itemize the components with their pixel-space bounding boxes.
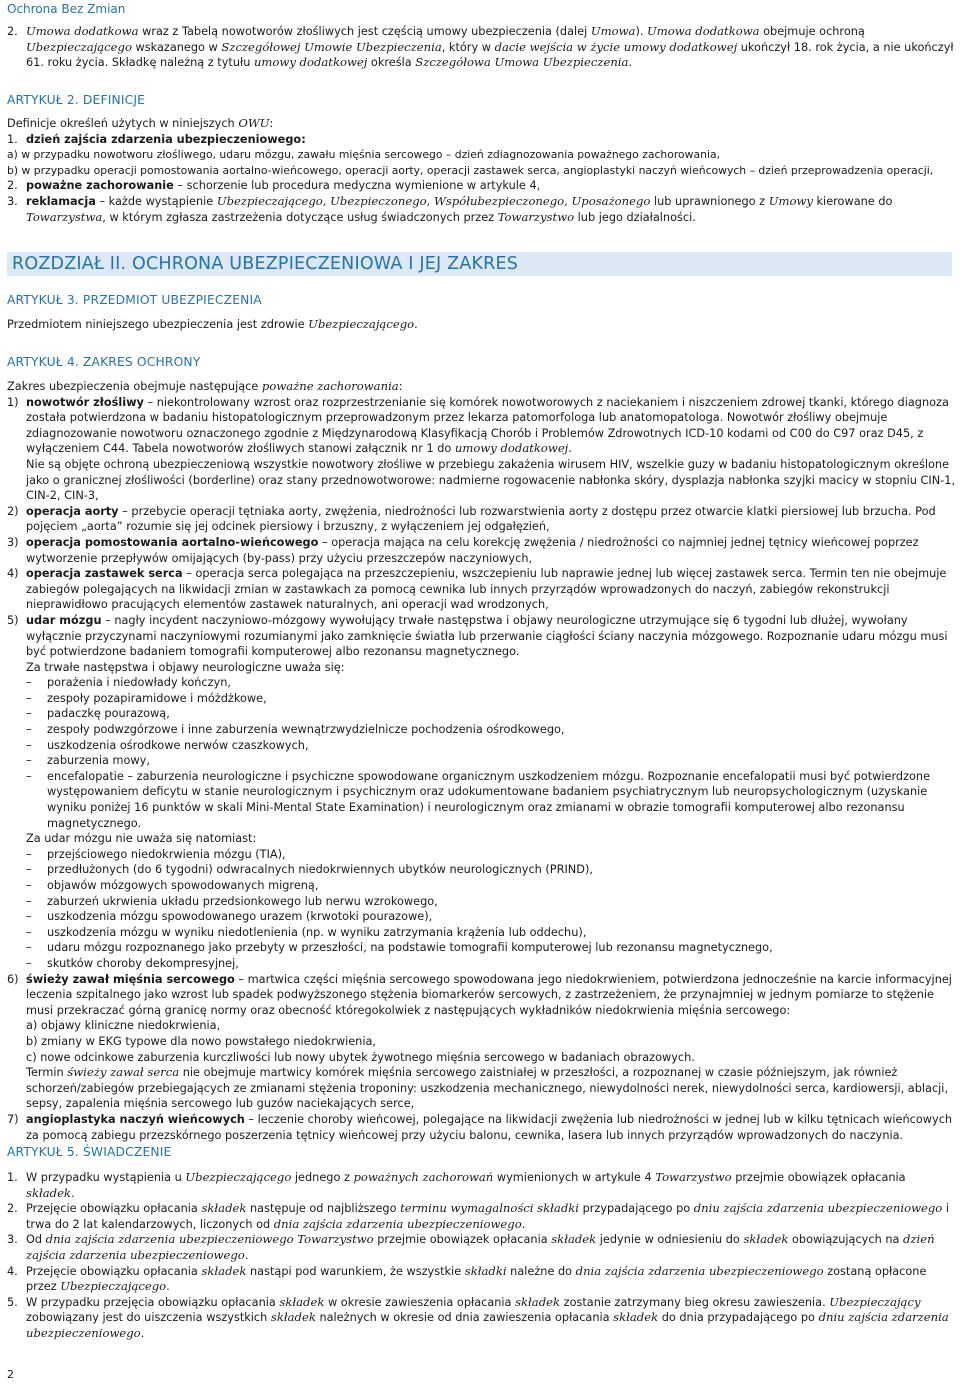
definition-item — [7, 178, 956, 194]
dash-bullet: – — [26, 723, 32, 737]
list-item-text: uszkodzenia mózgu spowodowanego urazem (krwotoki pourazowe), — [47, 910, 433, 924]
coverage-number: 1) — [7, 395, 19, 409]
list-item-text: padaczkę pourazową, — [47, 707, 170, 721]
list-item — [7, 894, 956, 910]
art3-heading: ARTYKUŁ 3. PRZEDMIOT UBEZPIECZENIA — [7, 293, 262, 307]
coverage-number: 2) — [7, 504, 19, 518]
coverage-item — [7, 613, 956, 660]
list-item-text: zaburzeń ukrwienia układu przedsionkowego lub nerwu wzrokowego, — [47, 894, 438, 908]
list-item-text: skutków choroby dekompresyjnej, — [47, 956, 239, 970]
list-item-text: przejściowego niedokrwienia mózgu (TIA), — [47, 847, 286, 861]
list-item — [7, 940, 956, 956]
list-item — [7, 909, 956, 925]
list-item — [7, 691, 956, 707]
coverage-text: operacja aorty – przebycie operacji tętniaka aorty, zwężenia, niedrożności lub rozwarstwienia aorty z dostępu przez otwarcie klatki piersiowej lub brzucha. Pod pojęciem „aorta” rozumie się jej odcinek piersiowy i brzuszny, z wyłączeniem jej odgałęzień, — [26, 504, 936, 534]
benefit-text: W przypadku przejęcia obowiązku opłacania składek w okresie zawieszenia opłacania składek zostanie zatrzymany bieg okresu zawieszenia. Ubezpieczający zobowiązany jest do uiszczenia wszystkich składek należnych w okresie od dnia zawieszenia opłacania składek do dnia przypadającego po dniu zajścia zdarzenia ubezpieczeniowego. — [26, 1294, 949, 1340]
list-item-text: porażenia i niedowłady kończyn, — [47, 676, 232, 690]
dash-bullet: – — [26, 738, 32, 752]
list-item — [7, 878, 956, 894]
dash-bullet: – — [26, 894, 32, 908]
list-item-text: zespoły podwzgórzowe i inne zaburzenia wewnątrzwydzielnicze pochodzenia ośrodkowego, — [47, 723, 565, 737]
list-item — [7, 769, 956, 831]
coverage-text: udar mózgu – nagły incydent naczyniowo-mózgowy wywołujący trwałe następstwa i objawy neurologiczne utrzymujące się 6 tygodni lub dłużej, wywołany wyłącznie przyczynami naczyniowymi rozumianymi jako zamknięcie światła lub przerwanie ciągłości ściany naczynia mózgowego. Rozpoznanie udaru mózgu musi być potwierdzone badaniem tomografii komputerowej albo rezonansu magnetycznego. — [26, 613, 948, 659]
art2-heading: ARTYKUŁ 2. DEFINICJE — [7, 93, 146, 107]
list-item-text: zaburzenia mowy, — [47, 754, 150, 768]
list-item-text: objawów mózgowych spowodowanych migreną, — [47, 879, 319, 892]
benefit-item — [7, 1264, 956, 1295]
definition-sub-b: b) w przypadku operacji pomostowania aortalno-wieńcowego, operacji aorty, operacji zastawek serca, angioplastyki naczyń wieńcowych – dzień przeprowadzenia operacji, — [7, 163, 934, 177]
definition-sub-a: a) w przypadku nowotworu złośliwego, udaru mózgu, zawału mięśnia sercowego – dzień zdiagnozowania poważnego zachorowania, — [7, 148, 721, 162]
benefit-number: 5. — [7, 1295, 18, 1309]
dash-bullet: – — [26, 863, 32, 877]
definition-item — [7, 132, 956, 148]
infarction-sub-b: b) zmiany w EKG typowe dla nowo powstałego niedokrwienia, — [26, 1034, 376, 1048]
art4-lead: Zakres ubezpieczenia obejmuje następujące poważne zachorowania: — [7, 379, 403, 393]
list-item — [7, 862, 956, 878]
definition-number: 2. — [7, 179, 18, 193]
list-item-text: zespoły pozapiramidowe i móżdżkowe, — [47, 691, 267, 705]
benefit-text: Przejęcie obowiązku opłacania składek nastąpi pod warunkiem, że wszystkie składki należne do dnia zajścia zdarzenia ubezpieczeniowego zostaną opłacone przez Ubezpieczającego. — [26, 1263, 927, 1294]
benefit-text: Przejęcie obowiązku opłacania składek następuje od najbliższego terminu wymagalności składki przypadającego po dniu zajścia zdarzenia ubezpieczeniowego i trwa do 2 lat kalendarzowych, liczonych od dnia zajścia zdarzenia ubezpieczeniowego. — [26, 1201, 949, 1231]
art4-heading: ARTYKUŁ 4. ZAKRES OCHRONY — [7, 355, 201, 369]
benefit-item — [7, 1295, 956, 1342]
document-header: Ochrona Bez Zmian — [7, 2, 126, 16]
intro-number: 2. — [7, 25, 18, 38]
coverage-number: 5) — [7, 613, 19, 627]
dash-bullet: – — [26, 691, 32, 705]
list-item — [7, 675, 956, 691]
coverage-item — [7, 395, 956, 504]
art5-section — [7, 1170, 956, 1342]
art4-section — [7, 379, 956, 1143]
benefit-number: 1. — [7, 1171, 18, 1184]
coverage-exclusion: Nie są objęte ochroną ubezpieczeniową wszystkie nowotwory złośliwe w przebiegu zakażenia wirusem HIV, wszelkie guzy w badaniu histopatologicznym określone jako o granicznej złośliwości (borderline) oraz stany przednowotworowe: nadmierne rogowacenie nabłonka skóry, dysplazja nabłonka szyjki macicy w stopniu CIN-1, CIN-2, CIN-3, — [26, 457, 956, 503]
list-item — [7, 925, 956, 941]
art5-heading: ARTYKUŁ 5. ŚWIADCZENIE — [7, 1145, 172, 1159]
intro-text: Umowa dodatkowa wraz z Tabelą nowotworów złośliwych jest częścią umowy ubezpieczenia (dalej Umowa). Umowa dodatkowa obejmuje ochroną Ubezpieczającego wskazanego w Szczegółowej Umowie Ubezpieczenia, który w dacie wejścia w życie umowy dodatkowej ukończył 18. rok życia, a nie ukończył 61. roku życia. Składkę należną z tytułu umowy dodatkowej określa Szczegółowa Umowa Ubezpieczenia. — [26, 24, 954, 70]
list-item-text: uszkodzenia ośrodkowe nerwów czaszkowych, — [47, 738, 309, 752]
stroke-consequences-intro: Za trwałe następstwa i objawy neurologiczne uważa się: — [26, 660, 345, 674]
coverage-item — [7, 566, 956, 613]
definition-item — [7, 194, 956, 225]
benefit-text: W przypadku wystąpienia u Ubezpieczającego jednego z poważnych zachorowań wymienionych w artykule 4 Towarzystwo przejmie obowiązek opłacania składek. — [26, 1170, 906, 1200]
list-item — [7, 847, 956, 863]
intro-paragraph — [7, 24, 956, 71]
definition-number: 1. — [7, 132, 18, 146]
dash-bullet: – — [26, 925, 32, 939]
benefit-item — [7, 1232, 956, 1263]
dash-bullet: – — [26, 956, 32, 970]
list-item-text: udaru mózgu rozpoznanego jako przebyty w przeszłości, na podstawie tomografii komputerowej lub rezonansu magnetycznego, — [47, 941, 773, 955]
coverage-text: świeży zawał mięśnia sercowego – martwica części mięśnia sercowego spowodowana jego niedokrwieniem, potwierdzona jednocześnie na karcie informacyjnej leczenia szpitalnego jako wzrost lub spadek podwyższonego stężenia biomarkerów sercowych, z zastrzeżeniem, że przynajmniej w jednym pomiarze to stężenie musi przekraczać górną granicę normy oraz obecność któregokolwiek z następujących wykładników niedokrwienia mięśnia sercowego: — [26, 972, 952, 1017]
definition-text: poważne zachorowanie – schorzenie lub procedura medyczna wymienione w artykule 4, — [26, 179, 541, 193]
dash-bullet: – — [26, 910, 32, 924]
list-item — [7, 706, 956, 722]
benefit-number: 4. — [7, 1264, 18, 1278]
list-item — [7, 722, 956, 738]
stroke-consequences-list — [7, 675, 956, 831]
art2-lead: Definicje określeń użytych w niniejszych OWU: — [7, 116, 274, 130]
dash-bullet: – — [26, 754, 32, 768]
list-item — [7, 738, 956, 754]
page-number: 2 — [7, 1368, 14, 1381]
art2-section — [7, 116, 956, 225]
stroke-exclusions-intro: Za udar mózgu nie uważa się natomiast: — [26, 832, 257, 846]
dash-bullet: – — [26, 676, 32, 690]
infarction-sub-c: c) nowe odcinkowe zaburzenia kurczliwości lub nowy ubytek żywotnego mięśnia sercowego w badaniach obrazowych. — [26, 1050, 695, 1064]
coverage-number: 4) — [7, 567, 19, 581]
infarction-sub-a: a) objawy kliniczne niedokrwienia, — [26, 1019, 221, 1033]
chapter-title: ROZDZIAŁ II. OCHRONA UBEZPIECZENIOWA I JEJ ZAKRES — [12, 254, 519, 274]
list-item-text: encefalopatie – zaburzenia neurologiczne i psychiczne spowodowane organicznym uszkodzeniem mózgu. Rozpoznanie encefalopatii musi być potwierdzone występowaniem deficytu w stanie neurologicznym i psychicznym oraz udokumentowane badaniem psychiatrycznym lub neuropsychologicznym (uzyskanie wyniku poniżej 16 punktów w skali Mini-Mental State Examination) i neurologicznym oraz zmianami w obrazie tomografii komputerowej albo rezonansu magnetycznego. — [47, 769, 931, 830]
dash-bullet: – — [26, 847, 32, 861]
dash-bullet: – — [26, 879, 32, 892]
coverage-item — [7, 1112, 956, 1143]
coverage-number: 7) — [7, 1112, 19, 1126]
benefit-item — [7, 1170, 956, 1201]
dash-bullet: – — [26, 707, 32, 721]
definition-number: 3. — [7, 194, 18, 208]
coverage-item — [7, 504, 956, 535]
art3-text: Przedmiotem niniejszego ubezpieczenia jest zdrowie Ubezpieczającego. — [7, 317, 418, 331]
coverage-definition: nowotwór złośliwy – niekontrolowany wzrost oraz rozprzestrzenianie się komórek nowotworowych z naciekaniem i niszczeniem zdrowej tkanki, którego diagnoza została potwierdzona w badaniu histopatologicznym przeprowadzonym przez lekarza patomorfologa lub anatomopatologa. Nowotwór złośliwy obejmuje zdiagnozowanie nowotworu oznaczonego zgodnie z Międzynarodową Klasyfikacją Chorób i Problemów Zdrowotnych ICD-10 kodami od C00 do C97 oraz D45, z wyłączeniem C44. Tabela nowotworów złośliwych stanowi załącznik nr 1 do umowy dodatkowej. — [26, 395, 949, 456]
coverage-number: 6) — [7, 972, 19, 986]
coverage-item — [7, 972, 956, 1019]
infarction-exclusion: Termin świeży zawał serca nie obejmuje martwicy komórek mięśnia sercowego zaistniałej w przeszłości, a rozpoznanej w czasie późniejszym, jak również schorzeń/zabiegów przebiegających ze zmianami stężenia troponiny: uszkodzenia mechanicznego, niewydolności nerek, niewydolności serca, kardiowersji, ablacji, sepsy, zapalenia mięśnia sercowego lub guzów naciekających serce, — [26, 1065, 949, 1111]
coverage-number: 3) — [7, 535, 19, 549]
list-item-text: przedłużonych (do 6 tygodni) odwracalnych niedokrwiennych ubytków neurologicznych (PRIND), — [47, 863, 593, 877]
definition-text: dzień zajścia zdarzenia ubezpieczeniowego: — [26, 132, 306, 146]
benefit-item — [7, 1201, 956, 1232]
benefit-text: Od dnia zajścia zdarzenia ubezpieczeniowego Towarzystwo przejmie obowiązek opłacania składek jedynie w odniesieniu do składek obowiązujących na dzień zajścia zdarzenia ubezpieczeniowego. — [26, 1232, 935, 1262]
dash-bullet: – — [26, 941, 32, 955]
coverage-text: operacja pomostowania aortalno-wieńcowego – operacja mająca na celu korekcję zwężenia / niedrożności co najmniej jednej tętnicy wieńcowej poprzez wytworzenie przepływów omijających (by-pass) przy użyciu przeszczepów naczyniowych, — [26, 535, 919, 565]
benefit-number: 2. — [7, 1202, 18, 1216]
list-item — [7, 753, 956, 769]
stroke-exclusions-list — [7, 847, 956, 972]
coverage-text — [26, 395, 956, 504]
dash-bullet: – — [26, 769, 32, 783]
coverage-text: angioplastyka naczyń wieńcowych – leczenie choroby wieńcowej, polegające na likwidacji zwężenia lub niedrożności w jednej lub w kilku tętnicach wieńcowych za pomocą zabiegu przezskórnego poszerzenia tętnicy wieńcowej przy użyciu balonu, cewnika, lasera lub innych przyrządów wprowadzonych do naczynia. — [26, 1112, 953, 1142]
coverage-text: operacja zastawek serca – operacja serca polegająca na przeszczepieniu, wszczepieniu lub naprawie jednej lub więcej zastawek serca. Termin ten nie obejmuje zabiegów polegających na likwidacji zmian w zastawkach za pomocą cewnika lub innych przyrządów wprowadzonych do naczyń, zabiegów rekonstrukcji nieprawidłowo pracujących elementów zastawek naturalnych, ani operacji wad wrodzonych, — [26, 567, 947, 612]
coverage-item — [7, 535, 956, 566]
definition-text: reklamacja – każde wystąpienie Ubezpieczającego, Ubezpieczonego, Współubezpieczonego, Uposażonego lub uprawnionego z Umowy kierowane do Towarzystwa, w którym zgłasza zastrzeżenia dotyczące usług świadczonych przez Towarzystwo lub jego działalności. — [26, 193, 893, 224]
list-item-text: uszkodzenia mózgu w wyniku niedotlenienia (np. w wyniku zatrzymania krążenia lub oddechu), — [47, 925, 587, 939]
list-item — [7, 956, 956, 972]
benefit-number: 3. — [7, 1233, 18, 1247]
